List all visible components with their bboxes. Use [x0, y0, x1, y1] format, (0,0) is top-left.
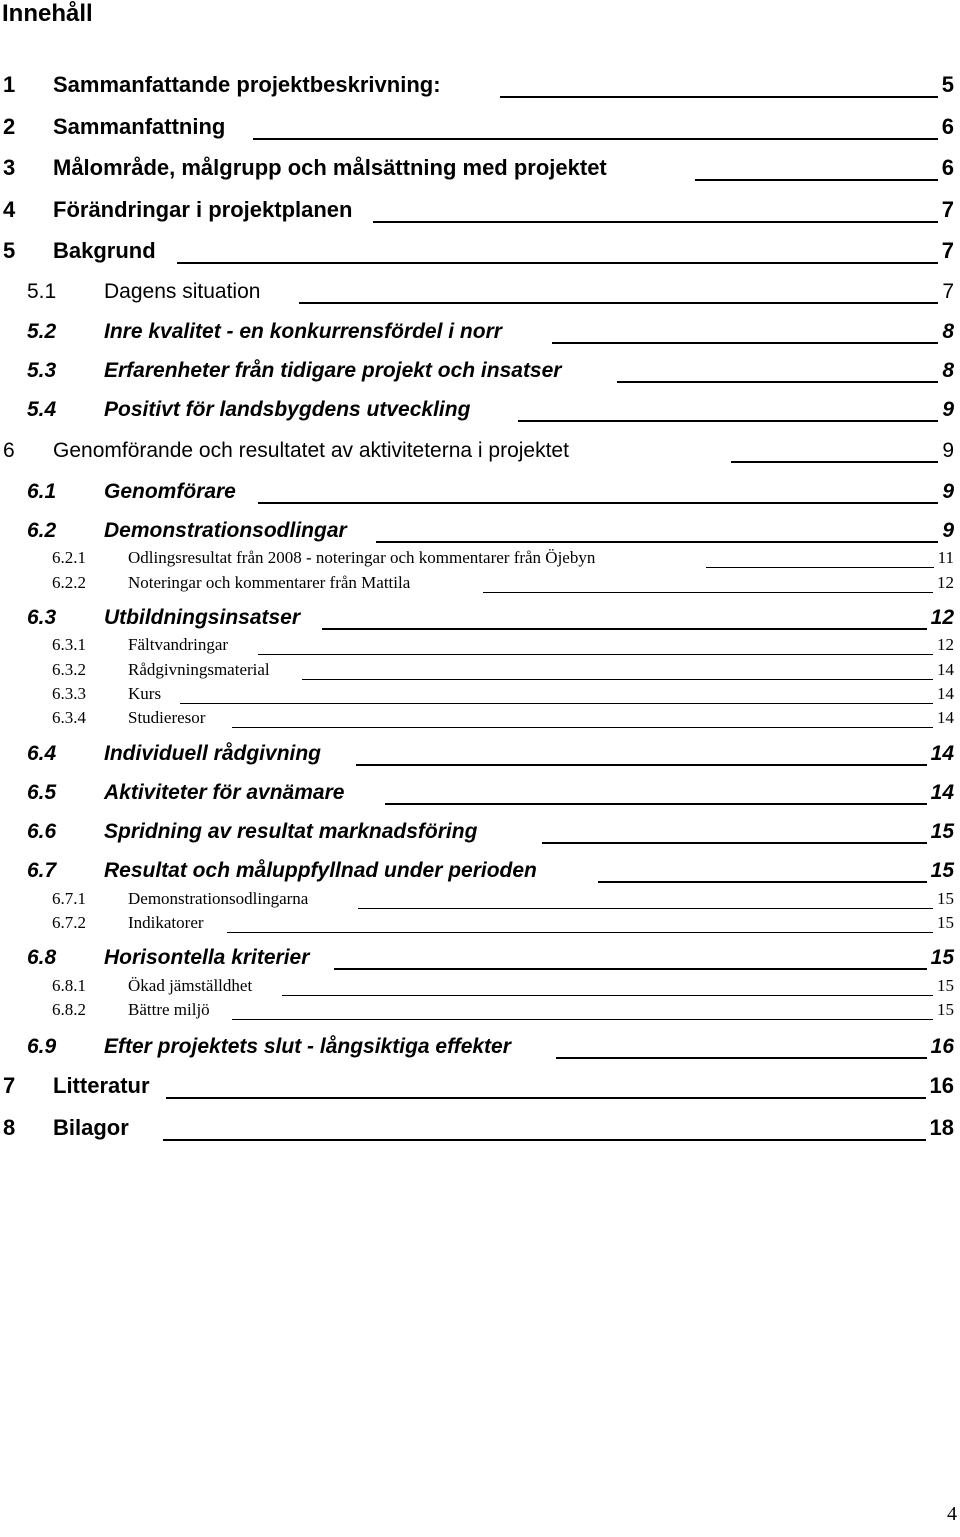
page-number: 4 — [947, 1503, 957, 1525]
toc-entry-title: Erfarenheter från tidigare projekt och insatser — [104, 359, 562, 382]
toc-entry-page: 16 — [929, 1073, 954, 1098]
toc-entry-page: 12 — [937, 635, 954, 654]
toc-entry-number: 6.8.2 — [52, 1000, 86, 1019]
toc-entry-number: 6.3.2 — [52, 660, 86, 679]
toc-entry-title: Horisontella kriterier — [104, 946, 310, 969]
toc-leader-line — [232, 727, 933, 728]
toc-leader-line — [552, 342, 938, 344]
toc-leader-line — [334, 968, 927, 970]
toc-entry-page: 14 — [937, 708, 954, 727]
toc-entry-title: Indikatorer — [128, 913, 204, 932]
toc-leader-line — [258, 654, 933, 655]
toc-entry-number: 6 — [3, 439, 15, 462]
toc-leader-line — [556, 1057, 927, 1059]
toc-entry-title: Resultat och måluppfyllnad under perioden — [104, 859, 537, 882]
toc-leader-line — [258, 502, 938, 504]
toc-entry-number: 5.3 — [27, 359, 57, 382]
toc-entry[interactable] — [0, 946, 954, 974]
toc-leader-line — [253, 138, 938, 140]
toc-entry[interactable] — [0, 631, 954, 659]
toc-entry[interactable] — [0, 359, 954, 387]
toc-entry[interactable] — [0, 519, 954, 547]
toc-entry-number: 1 — [3, 72, 16, 97]
toc-entry-title: Demonstrationsodlingarna — [128, 889, 309, 908]
toc-entry[interactable] — [0, 116, 954, 144]
toc-entry[interactable] — [0, 1075, 954, 1103]
toc-entry-title: Demonstrationsodlingar — [104, 519, 347, 542]
toc-entry-number: 7 — [3, 1073, 16, 1098]
toc-entry-page: 9 — [942, 480, 954, 503]
toc-entry-page: 7 — [941, 197, 954, 222]
toc-entry[interactable] — [0, 781, 954, 809]
toc-entry[interactable] — [0, 439, 954, 467]
toc-entry-number: 6.8 — [27, 946, 57, 969]
toc-entry-page: 15 — [937, 1000, 954, 1019]
toc-entry-page: 15 — [930, 859, 954, 882]
toc-entry-number: 5.2 — [27, 320, 57, 343]
toc-entry[interactable] — [0, 320, 954, 348]
toc-entry-page: 8 — [942, 320, 954, 343]
toc-entry-title: Spridning av resultat marknadsföring — [104, 820, 478, 843]
toc-entry-page: 8 — [942, 359, 954, 382]
toc-entry-number: 6.3 — [27, 606, 57, 629]
toc-entry-title: Ökad jämställdhet — [128, 976, 253, 995]
toc-leader-line — [500, 96, 938, 98]
toc-leader-line — [227, 932, 933, 933]
toc-entry-page: 6 — [941, 155, 954, 180]
toc-entry-page: 7 — [942, 280, 954, 303]
toc-entry[interactable] — [0, 909, 954, 937]
toc-entry-number: 6.6 — [27, 820, 57, 843]
toc-entry[interactable] — [0, 820, 954, 848]
toc-entry-number: 6.1 — [27, 480, 57, 503]
toc-entry[interactable] — [0, 1035, 954, 1063]
toc-entry[interactable] — [0, 569, 954, 597]
toc-heading: Innehåll — [2, 0, 93, 27]
toc-entry-number: 2 — [3, 114, 16, 139]
toc-entry[interactable] — [0, 74, 954, 102]
toc-entry-page: 15 — [937, 976, 954, 995]
toc-entry-page: 12 — [930, 606, 954, 629]
toc-leader-line — [163, 1139, 926, 1141]
toc-leader-line — [299, 302, 938, 304]
toc-entry-number: 6.7.2 — [52, 913, 86, 932]
toc-entry-number: 5.1 — [27, 280, 57, 303]
toc-leader-line — [518, 420, 938, 422]
toc-entry[interactable] — [0, 157, 954, 185]
toc-leader-line — [731, 461, 938, 463]
toc-entry-page: 14 — [930, 781, 954, 804]
toc-entry-title: Inre kvalitet - en konkurrensfördel i norr — [104, 320, 502, 343]
toc-entry-title: Genomförare — [104, 480, 236, 503]
toc-entry-title: Bakgrund — [53, 238, 156, 263]
toc-entry[interactable] — [0, 240, 954, 268]
toc-leader-line — [617, 381, 938, 383]
toc-entry-title: Efter projektets slut - långsiktiga effekter — [104, 1035, 511, 1058]
toc-entry-number: 6.8.1 — [52, 976, 86, 995]
toc-entry-title: Genomförande och resultatet av aktiviteterna i projektet — [53, 439, 569, 462]
toc-entry-title: Aktiviteter för avnämare — [104, 781, 345, 804]
toc-leader-line — [598, 881, 927, 883]
toc-entry-title: Individuell rådgivning — [104, 742, 322, 765]
toc-leader-line — [177, 262, 938, 264]
toc-entry-title: Litteratur — [53, 1073, 150, 1098]
toc-entry-page: 15 — [937, 913, 954, 932]
toc-entry[interactable] — [0, 1117, 954, 1145]
toc-entry-number: 6.3.1 — [52, 635, 86, 654]
toc-entry[interactable] — [0, 859, 954, 887]
toc-entry-title: Rådgivningsmaterial — [128, 660, 270, 679]
toc-entry-page: 16 — [930, 1035, 954, 1058]
toc-entry[interactable] — [0, 704, 954, 732]
toc-entry-number: 4 — [3, 197, 16, 222]
toc-entry-number: 5.4 — [27, 398, 57, 421]
toc-entry-title: Studieresor — [128, 708, 206, 727]
toc-leader-line — [376, 541, 938, 543]
toc-entry-page: 18 — [929, 1115, 954, 1140]
toc-entry-page: 15 — [937, 889, 954, 908]
toc-leader-line — [322, 628, 927, 630]
toc-entry-number: 6.7 — [27, 859, 57, 882]
toc-entry-page: 14 — [930, 742, 954, 765]
toc-entry[interactable] — [0, 742, 954, 770]
toc-entry[interactable] — [0, 398, 954, 426]
toc-entry[interactable] — [0, 606, 954, 634]
toc-entry-page: 9 — [942, 398, 954, 421]
toc-entry-number: 6.7.1 — [52, 889, 86, 908]
toc-leader-line — [385, 803, 927, 805]
toc-entry-number: 6.9 — [27, 1035, 57, 1058]
toc-leader-line — [542, 842, 927, 844]
toc-entry[interactable] — [0, 544, 954, 572]
toc-entry-title: Sammanfattande projektbeskrivning: — [53, 72, 441, 97]
toc-entry-page: 14 — [937, 660, 954, 679]
toc-entry-title: Förändringar i projektplanen — [53, 197, 353, 222]
toc-entry-page: 7 — [941, 238, 954, 263]
toc-entry-page: 15 — [930, 946, 954, 969]
toc-entry-title: Sammanfattning — [53, 114, 226, 139]
toc-entry-number: 6.5 — [27, 781, 57, 804]
toc-leader-line — [695, 179, 938, 181]
toc-entry-number: 6.2 — [27, 519, 57, 542]
toc-entry-title: Dagens situation — [104, 280, 261, 303]
toc-entry-title: Odlingsresultat från 2008 - noteringar och kommentarer från Öjebyn — [128, 548, 596, 567]
toc-entry-page: 9 — [942, 439, 954, 462]
toc-entry-number: 8 — [3, 1115, 16, 1140]
toc-entry-page: 9 — [942, 519, 954, 542]
toc-entry-number: 6.3.4 — [52, 708, 86, 727]
toc-entry-title: Noteringar och kommentarer från Mattila — [128, 573, 411, 592]
toc-entry-title: Målområde, målgrupp och målsättning med projektet — [53, 155, 607, 180]
toc-entry-number: 6.2.1 — [52, 548, 86, 567]
toc-entry[interactable] — [0, 199, 954, 227]
toc-entry-title: Kurs — [128, 684, 162, 703]
toc-leader-line — [356, 764, 927, 766]
toc-leader-line — [232, 1019, 933, 1020]
toc-leader-line — [166, 1097, 926, 1099]
toc-entry-number: 6.2.2 — [52, 573, 86, 592]
toc-entry-page: 6 — [941, 114, 954, 139]
toc-entry-number: 3 — [3, 155, 16, 180]
toc-entry-title: Positivt för landsbygdens utveckling — [104, 398, 471, 421]
toc-entry[interactable] — [0, 280, 954, 308]
toc-entry-page: 12 — [937, 573, 954, 592]
toc-entry-page: 14 — [937, 684, 954, 703]
toc-leader-line — [483, 592, 933, 593]
toc-leader-line — [706, 567, 934, 568]
toc-entry[interactable] — [0, 996, 954, 1024]
toc-entry-title: Utbildningsinsatser — [104, 606, 301, 629]
toc-entry-page: 5 — [941, 72, 954, 97]
toc-entry-title: Bättre miljö — [128, 1000, 210, 1019]
toc-entry-title: Bilagor — [53, 1115, 129, 1140]
toc-entry-number: 5 — [3, 238, 16, 263]
toc-leader-line — [373, 221, 938, 223]
toc-entry-page: 11 — [937, 548, 954, 567]
toc-entry-page: 15 — [930, 820, 954, 843]
toc-entry-title: Fältvandringar — [128, 635, 229, 654]
toc-entry-number: 6.3.3 — [52, 684, 86, 703]
toc-entry-number: 6.4 — [27, 742, 57, 765]
toc-entry[interactable] — [0, 480, 954, 508]
